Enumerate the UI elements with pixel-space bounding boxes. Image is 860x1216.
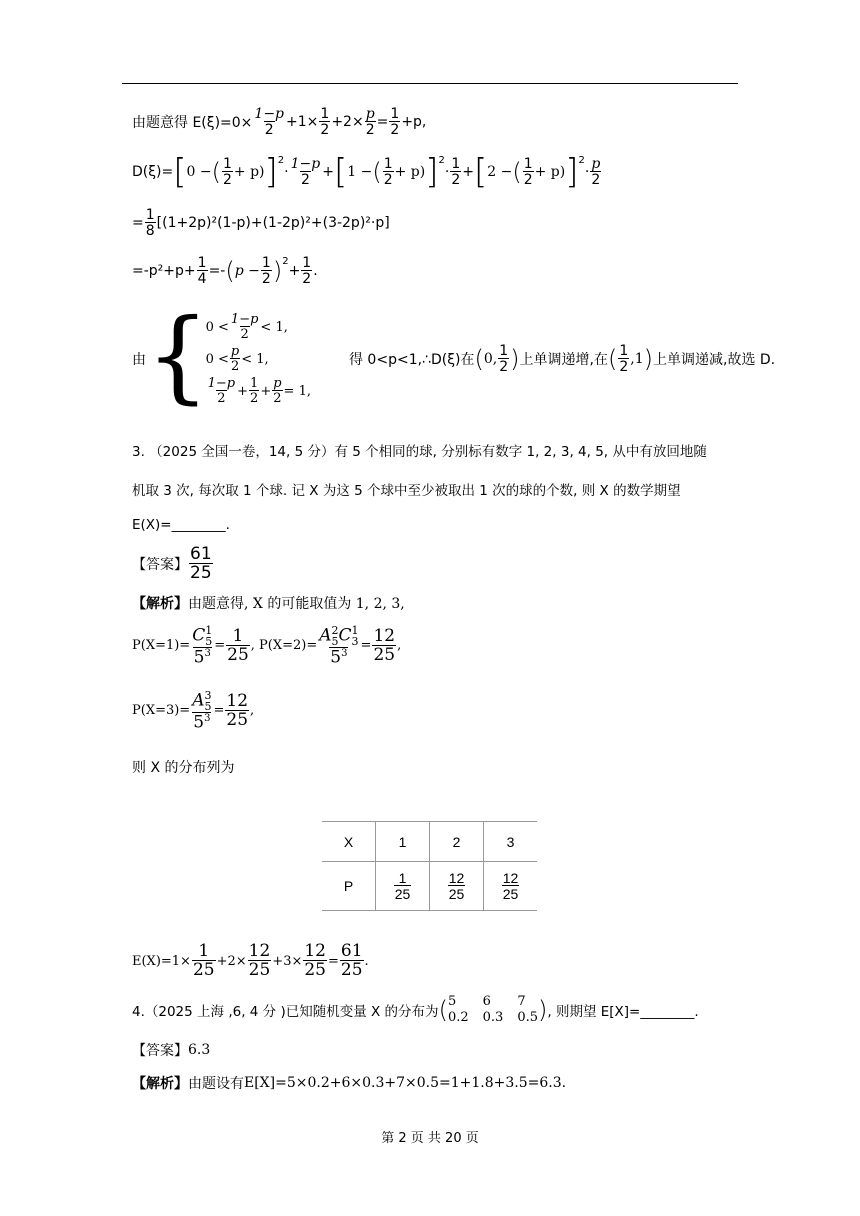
constraint-system: 由 { 0 < $\frac{1-p}{2}$ < 1, 0 < $\frac{p}{2}$ < 1, $\frac{1-p}{2}$ + $\frac{1}{2}$ + $\frac{p}{2}$ = 1, 得 0<p<1,∴D(ξ)在 ( 0, $\frac{1}{2}$ ) 上单调递增,在 ( $\frac{1}{2}$ , 1 ) 上单调递减,故选 D. xyxy=(132,297,776,414)
question-3-line2: 机取 3 次, 每次取 1 个球. 记 X 为这 5 个球中至少被取出 1 次的球的个数, 则 X 的数学期望 xyxy=(132,483,681,499)
table-header: 2 xyxy=(430,822,484,862)
table-cell: $\frac{1}{25}$ xyxy=(376,862,430,911)
table-header: X xyxy=(322,822,376,862)
distribution-table xyxy=(322,821,537,911)
analysis-3: 【解析】 由题意得, X 的可能取值为 1, 2, 3, xyxy=(132,596,405,612)
answer-3: 【答案】 $\frac{61}{25}$ xyxy=(132,544,212,583)
variance-simplify-line: =-p²+p+ $\frac{1}{4}$ =- ( p − $\frac{1}{2}$ ) $^2$ + $\frac{1}{2}$ . xyxy=(132,255,318,287)
variance-expand-line: = $\frac{1}{8}$ [(1+2p)²(1-p)+(1-2p)²+(3-2p)²·p] xyxy=(132,207,390,239)
fraction: $\frac{1-p}{2}$ xyxy=(254,106,285,138)
distribution-matrix: ( 5 6 7 0.2 0.3 0.5 ) xyxy=(438,994,548,1026)
fraction: $\frac{p}{2}$ xyxy=(365,106,375,138)
table-header: 3 xyxy=(484,822,538,862)
question-3-line3: E(X)=________. xyxy=(132,517,230,533)
fraction: $\frac{1}{2}$ xyxy=(390,106,400,138)
prob-x12: P(X=1)= C 1 5 $5^3$ = $\frac{1}{25}$ , P(X=2)= A 2 5 C 1 3 $5^3$ = $\frac{12}{25}$ , xyxy=(132,624,402,668)
table-row-label: P xyxy=(322,862,376,911)
table-header: 1 xyxy=(376,822,430,862)
distribution-intro: 则 X 的分布列为 xyxy=(132,760,235,776)
variance-line: D(ξ)= [ 0 − ( $\frac{1}{2}$ + p) ] $^2$ · $\frac{1-p}{2}$ + [ 1 − ( $\frac{1}{2}$ + p) ] $^2$ · $\frac{1}{2}$ + [ 2 − ( $\frac{1}{2}$ + p) ] $^2$ · $\frac{p}{2}$ xyxy=(132,152,601,192)
table-cell: $\frac{12}{25}$ xyxy=(430,862,484,911)
page-footer: 第 2 页 共 20 页 xyxy=(381,1131,479,1146)
answer-4: 【答案】 6.3 xyxy=(132,1042,211,1059)
question-3-line1: 3. （2025 全国一卷，14, 5 分）有 5 个相同的球, 分别标有数字 1, 2, 3, 4, 5, 从中有放回地随 xyxy=(132,444,707,460)
question-4: 4.（2025 上海 ,6, 4 分 )已知随机变量 X 的分布为 ( 5 6 7 0.2 0.3 0.5 ) , 则期望 E[X]=________. xyxy=(132,994,699,1026)
expectation-line: 由题意得 E(ξ)=0× $\frac{1-p}{2}$ +1× $\frac{1}{2}$ +2× $\frac{p}{2}$ = $\frac{1}{2}$ +p, xyxy=(132,106,427,138)
header-rule xyxy=(122,83,738,84)
expectation-result: E(X)=1× $\frac{1}{25}$ +2× $\frac{12}{25}$ +3× $\frac{12}{25}$ = $\frac{61}{25}$ . xyxy=(132,941,369,980)
prob-x3: P(X=3)= A 3 5 $5^3$ = $\frac{12}{25}$ , xyxy=(132,689,255,733)
analysis-4: 【解析】 由题设有 E[X]=5×0.2+6×0.3+7×0.5=1+1.8+3.5=6.3. xyxy=(132,1075,567,1092)
fraction: $\frac{1}{2}$ xyxy=(320,106,330,138)
table-cell: $\frac{12}{25}$ xyxy=(484,862,538,911)
